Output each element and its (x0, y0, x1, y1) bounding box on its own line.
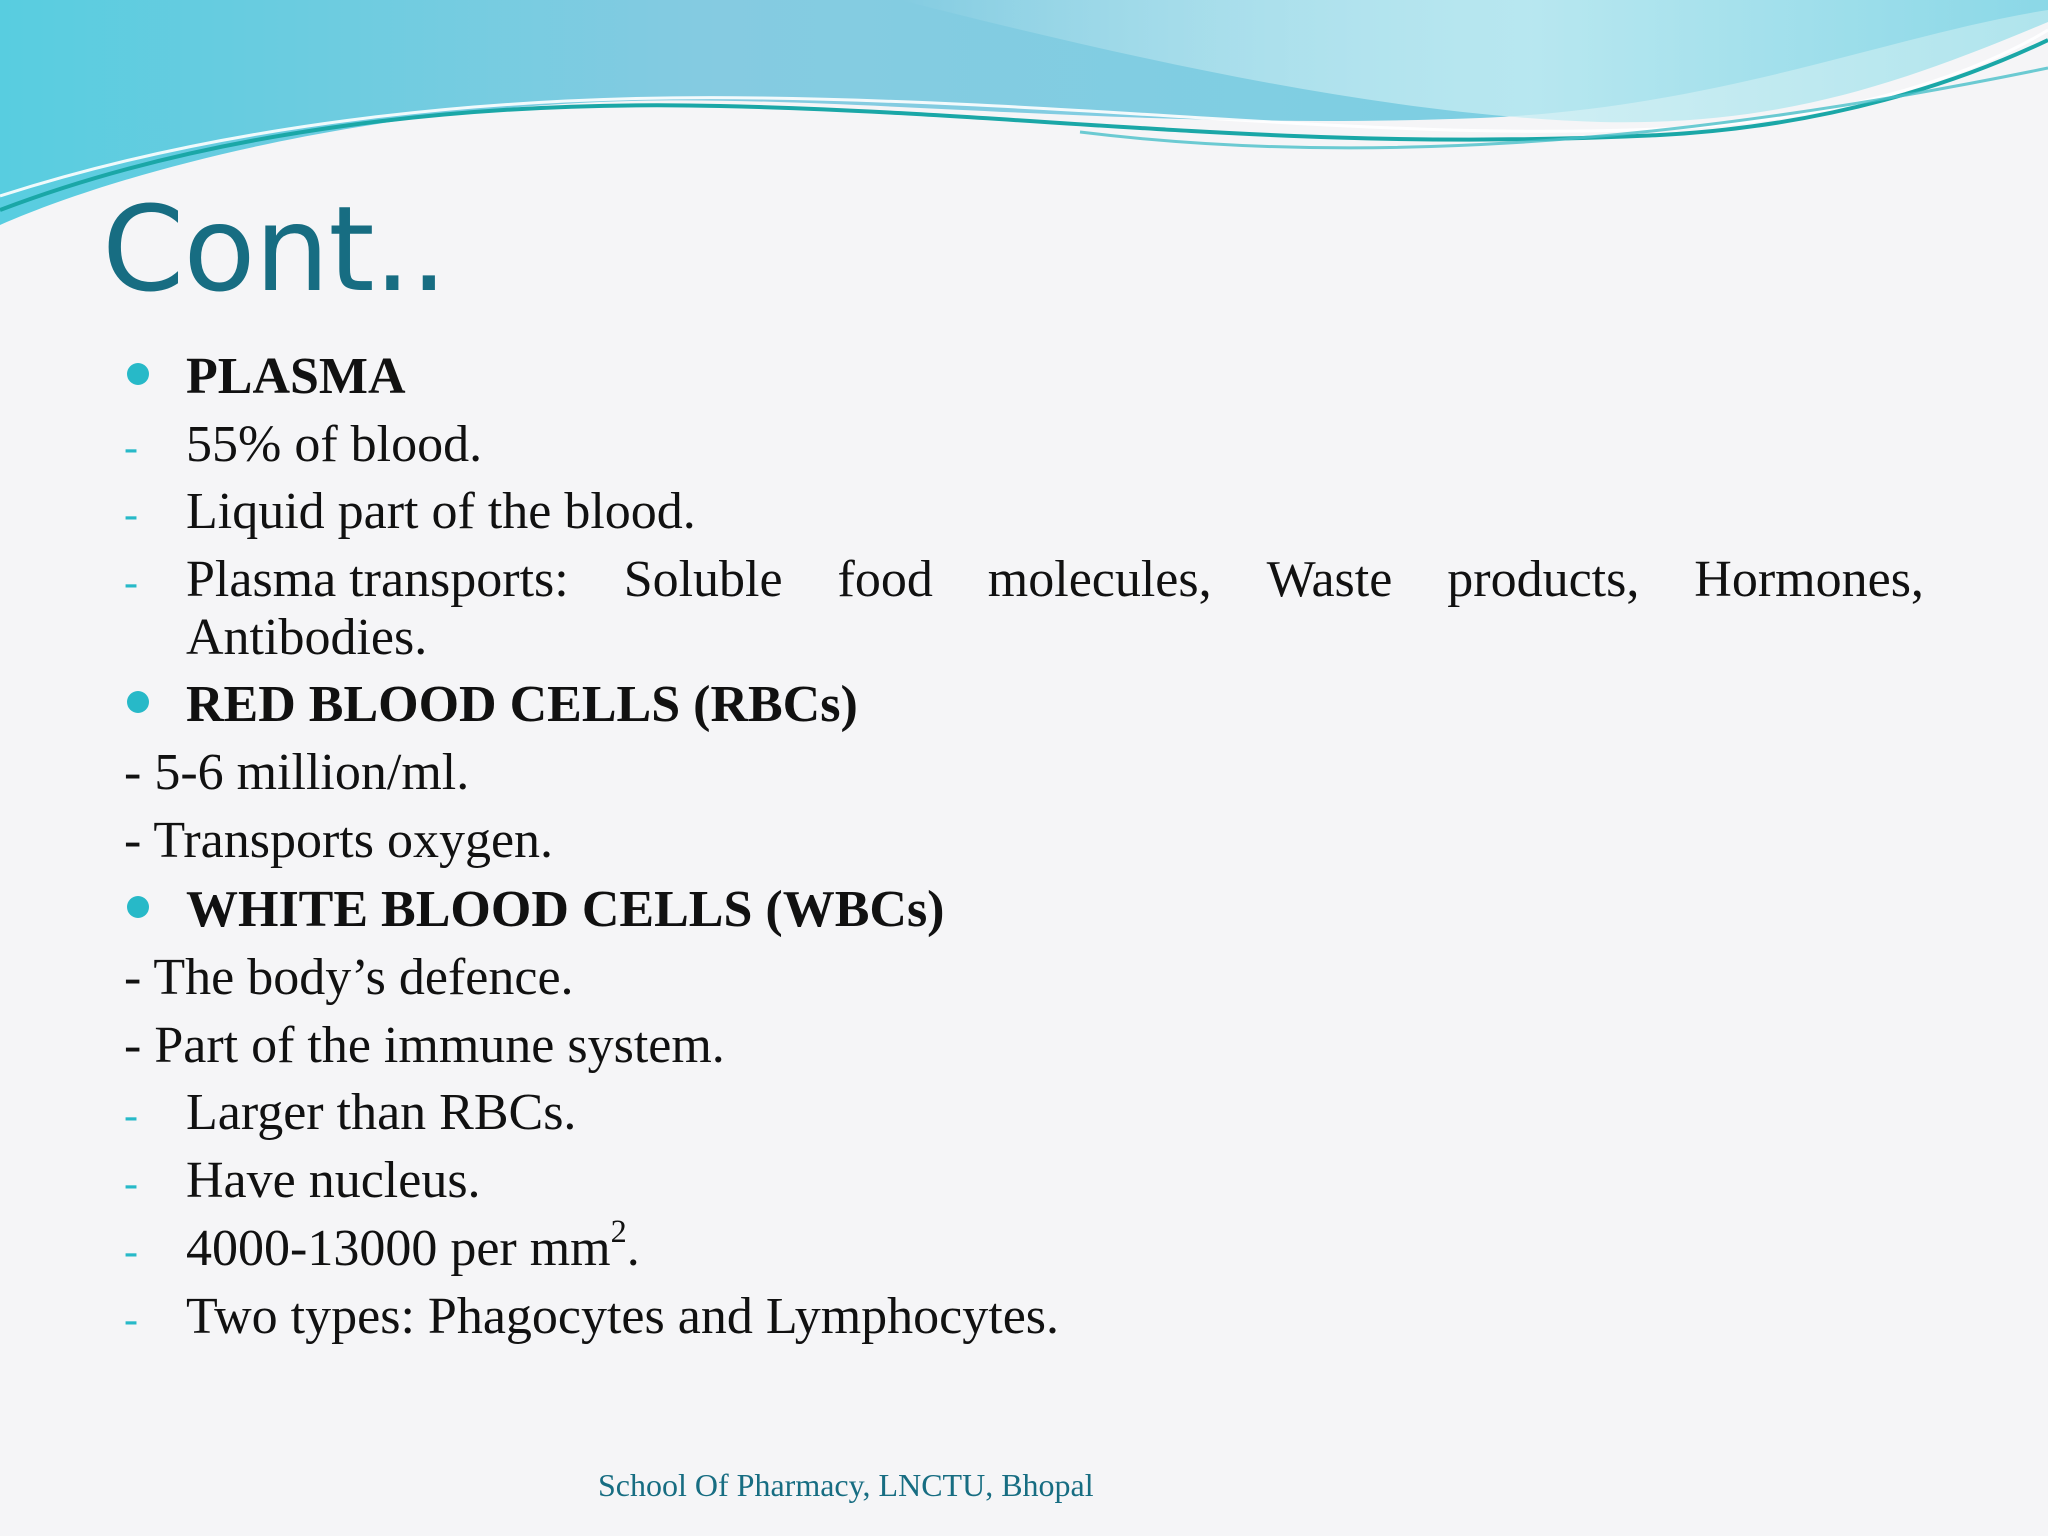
rbc-count-item: - 5-6 million/ml. (124, 744, 470, 801)
transport-word: Soluble (623, 551, 783, 608)
wbc-dash-icon: - (124, 1161, 138, 1207)
transport-word: molecules, (987, 551, 1212, 608)
wbc-bullet-icon (127, 896, 149, 918)
wbc-dash-icon: - (124, 1229, 138, 1275)
rbc-heading: RED BLOOD CELLS (RBCs) (186, 676, 858, 733)
rbc-oxygen-item: - Transports oxygen. (124, 812, 554, 869)
plasma-transports-label: Plasma transports: (186, 551, 569, 608)
wbc-count-superscript: 2 (610, 1212, 627, 1249)
wbc-count-value: 4000-13000 per mm (186, 1220, 611, 1277)
plasma-bullet-icon (127, 363, 149, 385)
wbc-count-item (186, 1212, 640, 1277)
plasma-dash-icon: - (124, 492, 138, 538)
transport-word: Hormones, (1694, 551, 1924, 608)
slide-title: Cont.. (102, 180, 447, 318)
transport-word: products, (1447, 551, 1640, 608)
plasma-dash-icon: - (124, 560, 138, 606)
wbc-size-item: Larger than RBCs. (186, 1084, 577, 1141)
plasma-percentage-item: 55% of blood. (186, 416, 483, 473)
wbc-defence-item: - The body’s defence. (124, 949, 574, 1006)
wbc-count-suffix: . (626, 1220, 640, 1277)
wbc-dash-icon: - (124, 1093, 138, 1139)
transport-word: Waste (1266, 551, 1393, 608)
plasma-heading: PLASMA (186, 348, 406, 405)
wbc-dash-icon: - (124, 1297, 138, 1343)
wbc-nucleus-item: Have nucleus. (186, 1152, 481, 1209)
slide-footer: School Of Pharmacy, LNCTU, Bhopal (598, 1467, 1094, 1503)
wbc-types-item: Two types: Phagocytes and Lymphocytes. (186, 1288, 1060, 1345)
plasma-transports-continuation: Antibodies. (186, 609, 428, 666)
plasma-liquid-item: Liquid part of the blood. (186, 483, 696, 540)
transport-word: food (837, 551, 933, 608)
wbc-heading: WHITE BLOOD CELLS (WBCs) (186, 881, 945, 938)
plasma-transports-item (186, 551, 1924, 608)
rbc-bullet-icon (127, 691, 149, 713)
wbc-immune-item: - Part of the immune system. (124, 1017, 725, 1074)
plasma-dash-icon: - (124, 425, 138, 471)
